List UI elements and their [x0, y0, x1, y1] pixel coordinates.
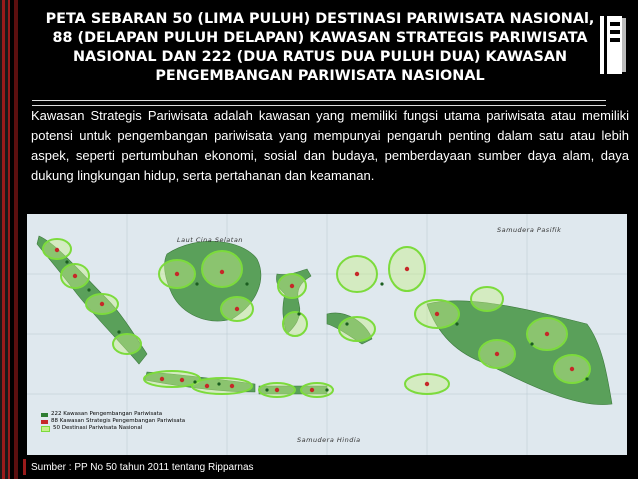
legend-item — [41, 418, 185, 425]
left-decoration-stripe — [14, 0, 18, 479]
legend-swatch — [41, 413, 48, 417]
legend-item — [41, 411, 185, 418]
sea-label-pacific: Samudera Pasifik — [497, 226, 562, 234]
title-line: NASIONAL DAN 222 (DUA RATUS DUA PULUH DUA) KAWASAN — [73, 49, 567, 65]
legend-label: 222 Kawasan Pengembangan Pariwisata — [51, 411, 163, 417]
destination-zone — [471, 287, 503, 311]
legend-label: 88 Kawasan Strategis Pengembangan Pariwisata — [51, 418, 186, 424]
destination-zone — [339, 317, 375, 341]
left-decoration-bar — [2, 0, 5, 479]
book-icon — [598, 14, 628, 76]
title-line: PETA SEBARAN 50 (LIMA PULUH) DESTINASI PARIWISATA NASIONAl, — [45, 11, 595, 27]
indonesia-tourism-map[interactable] — [27, 214, 627, 455]
slide-title — [20, 10, 620, 86]
source-marker — [23, 459, 26, 475]
legend-swatch — [41, 420, 48, 424]
left-decoration-bar — [8, 0, 10, 479]
title-line: 88 (DELAPAN PULUH DELAPAN) KAWASAN STRATEGIS PARIWISATA — [52, 30, 588, 46]
sea-label-indian: Samudera Hindia — [297, 436, 361, 444]
destination-zone — [283, 312, 307, 336]
left-decoration — [0, 0, 14, 479]
title-line: PENGEMBANGAN PARIWISATA NASIONAL — [155, 68, 485, 84]
legend-label: 50 Destinasi Pariwisata Nasional — [53, 425, 143, 431]
source-text: Sumber : PP No 50 tahun 2011 tentang Ripparnas — [31, 461, 254, 473]
sea-label-south-china: Laut Cina Selatan — [177, 236, 243, 244]
legend-item — [41, 425, 185, 432]
destination-zone — [192, 378, 252, 394]
destination-zone — [113, 334, 141, 354]
source-caption — [27, 457, 627, 477]
destination-zone — [202, 251, 242, 287]
body-paragraph: Kawasan Strategis Pariwisata adalah kawasan yang memiliki fungsi utama pariwisata atau memiliki potensi untuk pengembangan pariwisata yang mempunyai pengaruh penting dalam satu atau lebih aspek, seperti pertumbuhan ekonomi, sosial dan budaya, pemberdayaan sumber daya alam, daya dukung lingkungan hidup, serta pertahanan dan keamanan. — [31, 108, 629, 183]
map-legend — [41, 411, 185, 432]
landmass-group — [37, 236, 612, 405]
legend-swatch — [41, 426, 50, 432]
